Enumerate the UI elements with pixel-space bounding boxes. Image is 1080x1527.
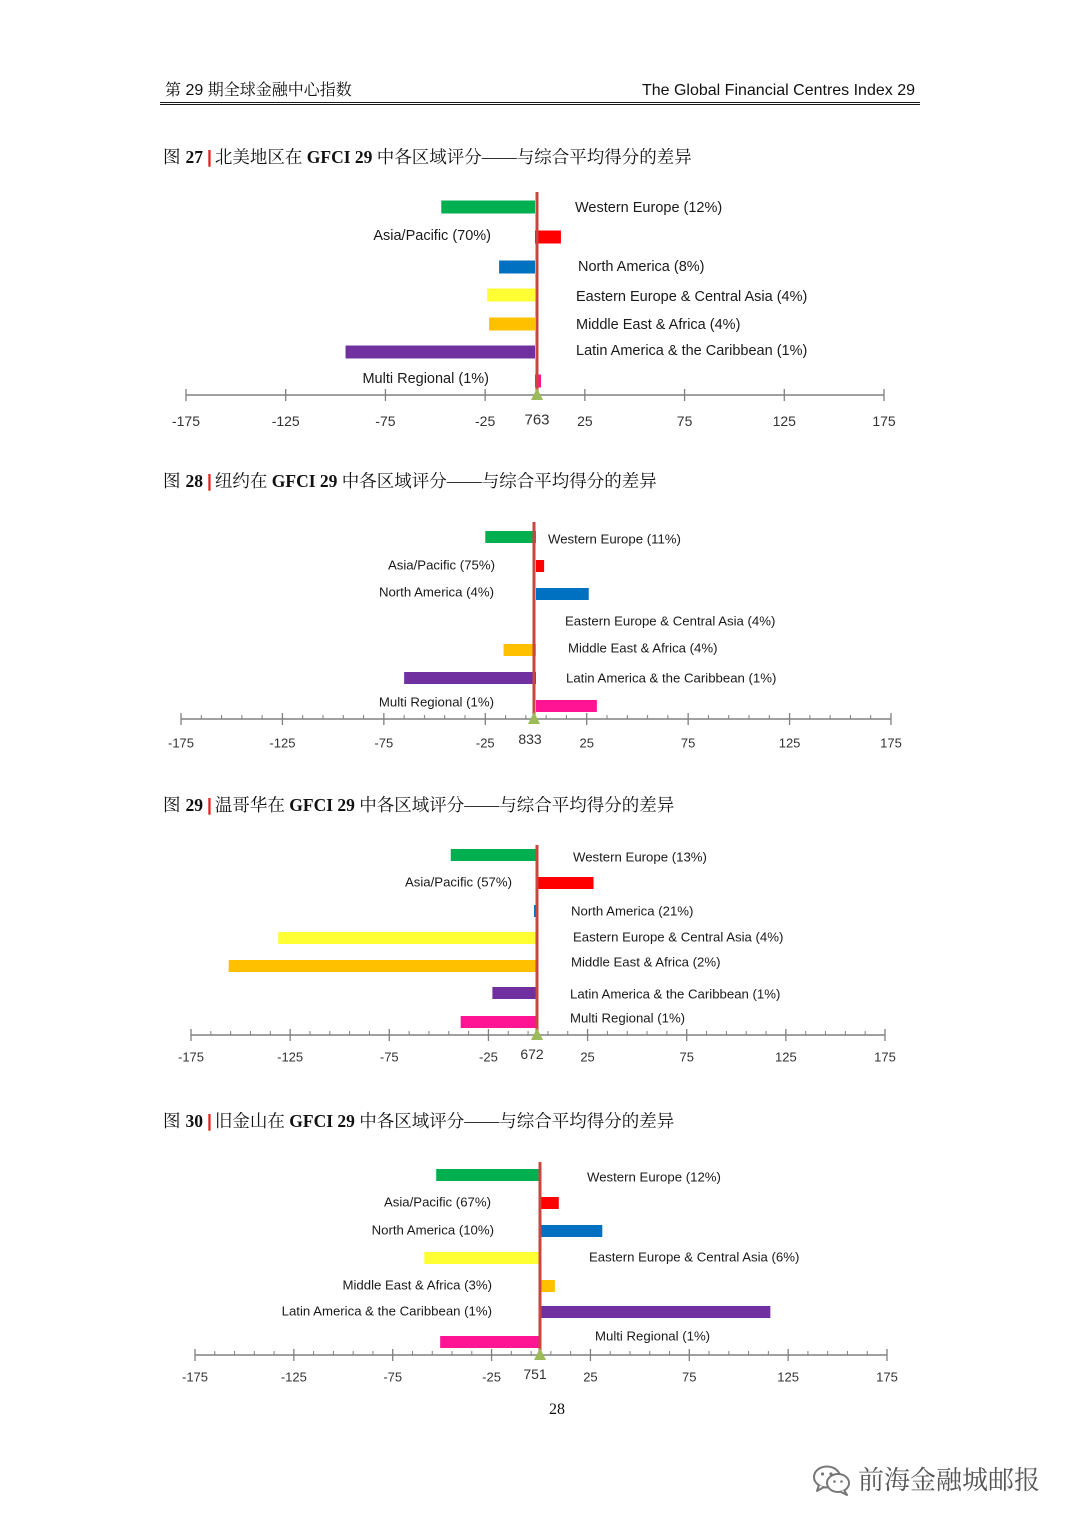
bar-asia-pacific: [536, 560, 544, 572]
bar-asia-pacific: [541, 1197, 559, 1209]
bar-north-america: [541, 1225, 602, 1237]
category-label-latin-america-the-caribbean: Latin America & the Caribbean (1%): [576, 343, 808, 359]
x-tick-label: 25: [579, 735, 594, 751]
bar-western-europe: [441, 201, 535, 214]
x-tick-label: 125: [772, 413, 796, 429]
title-index-name: GFCI 29: [271, 471, 338, 491]
x-tick-label: -125: [271, 413, 300, 429]
figure-label: 图: [163, 147, 181, 167]
category-label-middle-east-africa: Middle East & Africa (2%): [571, 954, 721, 970]
bar-middle-east-africa: [489, 318, 535, 331]
category-label-middle-east-africa: Middle East & Africa (4%): [576, 317, 741, 333]
header-title-en: The Global Financial Centres Index 29: [641, 82, 915, 99]
average-marker-triangle: [528, 712, 540, 724]
figure-separator: |: [207, 795, 212, 815]
category-label-eastern-europe-central-asia: Eastern Europe & Central Asia (4%): [576, 289, 808, 305]
bar-multi-regional: [536, 700, 597, 712]
x-tick-label: 175: [880, 735, 902, 751]
figure-label: 图: [163, 471, 181, 491]
category-label-north-america: North America (10%): [371, 1222, 494, 1238]
category-label-multi-regional: Multi Regional (1%): [362, 371, 489, 387]
x-tick-label: -75: [379, 1049, 399, 1065]
average-marker-triangle: [531, 1028, 543, 1040]
bar-latin-america-the-caribbean: [541, 1306, 770, 1318]
bar-middle-east-africa: [229, 960, 538, 972]
x-tick-label: 25: [577, 413, 593, 429]
category-label-western-europe: Western Europe (13%): [573, 849, 707, 865]
category-label-middle-east-africa: Middle East & Africa (4%): [568, 640, 718, 656]
title-text: 纽约在: [214, 471, 272, 491]
x-tick-label: 125: [777, 1369, 799, 1385]
category-label-multi-regional: Multi Regional (1%): [570, 1010, 686, 1026]
x-tick-label: 175: [876, 1369, 898, 1385]
title-text: 北美地区在: [214, 147, 307, 167]
title-text: 中各区域评分——与综合平均得分的差异: [354, 1111, 675, 1131]
bar-north-america: [499, 261, 535, 274]
watermark: [812, 1460, 1052, 1500]
title-text: 中各区域评分——与综合平均得分的差异: [372, 147, 692, 167]
category-label-asia-pacific: Asia/Pacific (67%): [383, 1194, 491, 1210]
x-tick-label: 75: [680, 735, 696, 751]
x-tick-label: 25: [580, 1049, 595, 1065]
bar-eastern-europe-central-asia: [487, 289, 535, 302]
bar-eastern-europe-central-asia: [424, 1252, 541, 1264]
category-label-eastern-europe-central-asia: Eastern Europe & Central Asia (4%): [565, 613, 776, 629]
category-label-multi-regional: Multi Regional (1%): [378, 694, 494, 710]
bar-eastern-europe-central-asia: [278, 932, 538, 944]
title-text: 中各区域评分——与综合平均得分的差异: [337, 471, 657, 491]
x-tick-label: 125: [778, 735, 801, 751]
category-label-asia-pacific: Asia/Pacific (70%): [373, 228, 491, 244]
x-tick-label: -175: [167, 735, 195, 751]
bar-middle-east-africa: [541, 1280, 555, 1292]
x-tick-label: 125: [775, 1049, 797, 1065]
category-label-eastern-europe-central-asia: Eastern Europe & Central Asia (4%): [573, 929, 784, 945]
chart-figure-30: [182, 1162, 898, 1385]
x-tick-label: -25: [475, 735, 495, 751]
x-tick-label: -175: [171, 413, 201, 429]
title-text: 温哥华在: [214, 795, 290, 815]
bar-latin-america-the-caribbean: [346, 346, 535, 359]
category-label-latin-america-the-caribbean: Latin America & the Caribbean (1%): [281, 1303, 492, 1319]
average-score-label: 672: [520, 1046, 544, 1062]
category-label-asia-pacific: Asia/Pacific (75%): [387, 557, 495, 573]
x-tick-label: -75: [374, 735, 394, 751]
chart-figure-28: [168, 522, 902, 751]
average-score-label: 763: [524, 411, 550, 429]
wechat-icon: [812, 1464, 852, 1496]
category-label-latin-america-the-caribbean: Latin America & the Caribbean (1%): [566, 670, 777, 686]
x-tick-label: 25: [583, 1369, 598, 1385]
bar-western-europe: [436, 1169, 541, 1181]
bar-asia-pacific: [538, 877, 594, 889]
average-marker-triangle: [531, 388, 543, 400]
page-number: 28: [549, 1401, 565, 1418]
figure-number: 28: [185, 471, 203, 491]
bar-latin-america-the-caribbean: [492, 987, 538, 999]
x-tick-label: -75: [375, 413, 396, 429]
category-label-asia-pacific: Asia/Pacific (57%): [404, 874, 512, 890]
title-index-name: GFCI 29: [289, 795, 355, 815]
title-index-name: GFCI 29: [289, 1111, 355, 1131]
bar-multi-regional: [440, 1336, 541, 1348]
figure-label: 图: [163, 795, 181, 815]
category-label-eastern-europe-central-asia: Eastern Europe & Central Asia (6%): [589, 1249, 800, 1265]
x-tick-label: -125: [280, 1369, 307, 1385]
figure-separator: |: [207, 147, 212, 167]
category-label-western-europe: Western Europe (11%): [548, 531, 681, 547]
bar-north-america: [536, 588, 589, 600]
figure-number: 29: [185, 795, 203, 815]
x-tick-label: -25: [479, 1049, 498, 1065]
category-label-middle-east-africa: Middle East & Africa (3%): [342, 1277, 492, 1293]
bar-latin-america-the-caribbean: [404, 672, 536, 684]
bar-middle-east-africa: [504, 644, 536, 656]
category-label-north-america: North America (8%): [578, 259, 705, 275]
x-tick-label: 75: [679, 1049, 694, 1065]
bar-asia-pacific: [535, 231, 561, 244]
x-tick-label: 175: [874, 1049, 896, 1065]
x-tick-label: -25: [475, 413, 496, 429]
category-label-latin-america-the-caribbean: Latin America & the Caribbean (1%): [570, 986, 781, 1002]
x-tick-label: -75: [383, 1369, 403, 1385]
figure-number: 27: [185, 147, 203, 167]
bar-western-europe: [451, 849, 538, 861]
title-index-name: GFCI 29: [306, 147, 373, 167]
average-score-label: 751: [523, 1366, 547, 1382]
title-text: 中各区域评分——与综合平均得分的差异: [354, 795, 675, 815]
x-tick-label: -125: [277, 1049, 304, 1065]
chart-figure-29: [178, 845, 896, 1065]
average-score-label: 833: [518, 731, 542, 747]
bar-western-europe: [485, 531, 536, 543]
x-tick-label: -175: [177, 1049, 205, 1065]
x-tick-label: -175: [181, 1369, 209, 1385]
x-tick-label: 75: [676, 413, 693, 429]
category-label-western-europe: Western Europe (12%): [575, 200, 723, 216]
x-tick-label: -25: [482, 1369, 501, 1385]
category-label-north-america: North America (4%): [378, 584, 494, 600]
category-label-western-europe: Western Europe (12%): [587, 1169, 721, 1185]
watermark-text: 前海金融城邮报: [858, 1465, 1041, 1495]
title-text: 旧金山在: [214, 1111, 290, 1131]
x-tick-label: 175: [872, 413, 896, 429]
x-tick-label: 75: [682, 1369, 697, 1385]
chart-figure-27: [172, 192, 896, 429]
header-title-zh: 第 29 期全球金融中心指数: [165, 82, 352, 99]
figure-label: 图: [163, 1111, 181, 1131]
figure-separator: |: [207, 1111, 212, 1131]
x-tick-label: -125: [269, 735, 296, 751]
bar-multi-regional: [461, 1016, 538, 1028]
average-marker-triangle: [534, 1348, 546, 1360]
figure-number: 30: [185, 1111, 203, 1131]
category-label-north-america: North America (21%): [571, 903, 694, 919]
category-label-multi-regional: Multi Regional (1%): [595, 1328, 711, 1344]
figure-separator: |: [207, 471, 212, 491]
